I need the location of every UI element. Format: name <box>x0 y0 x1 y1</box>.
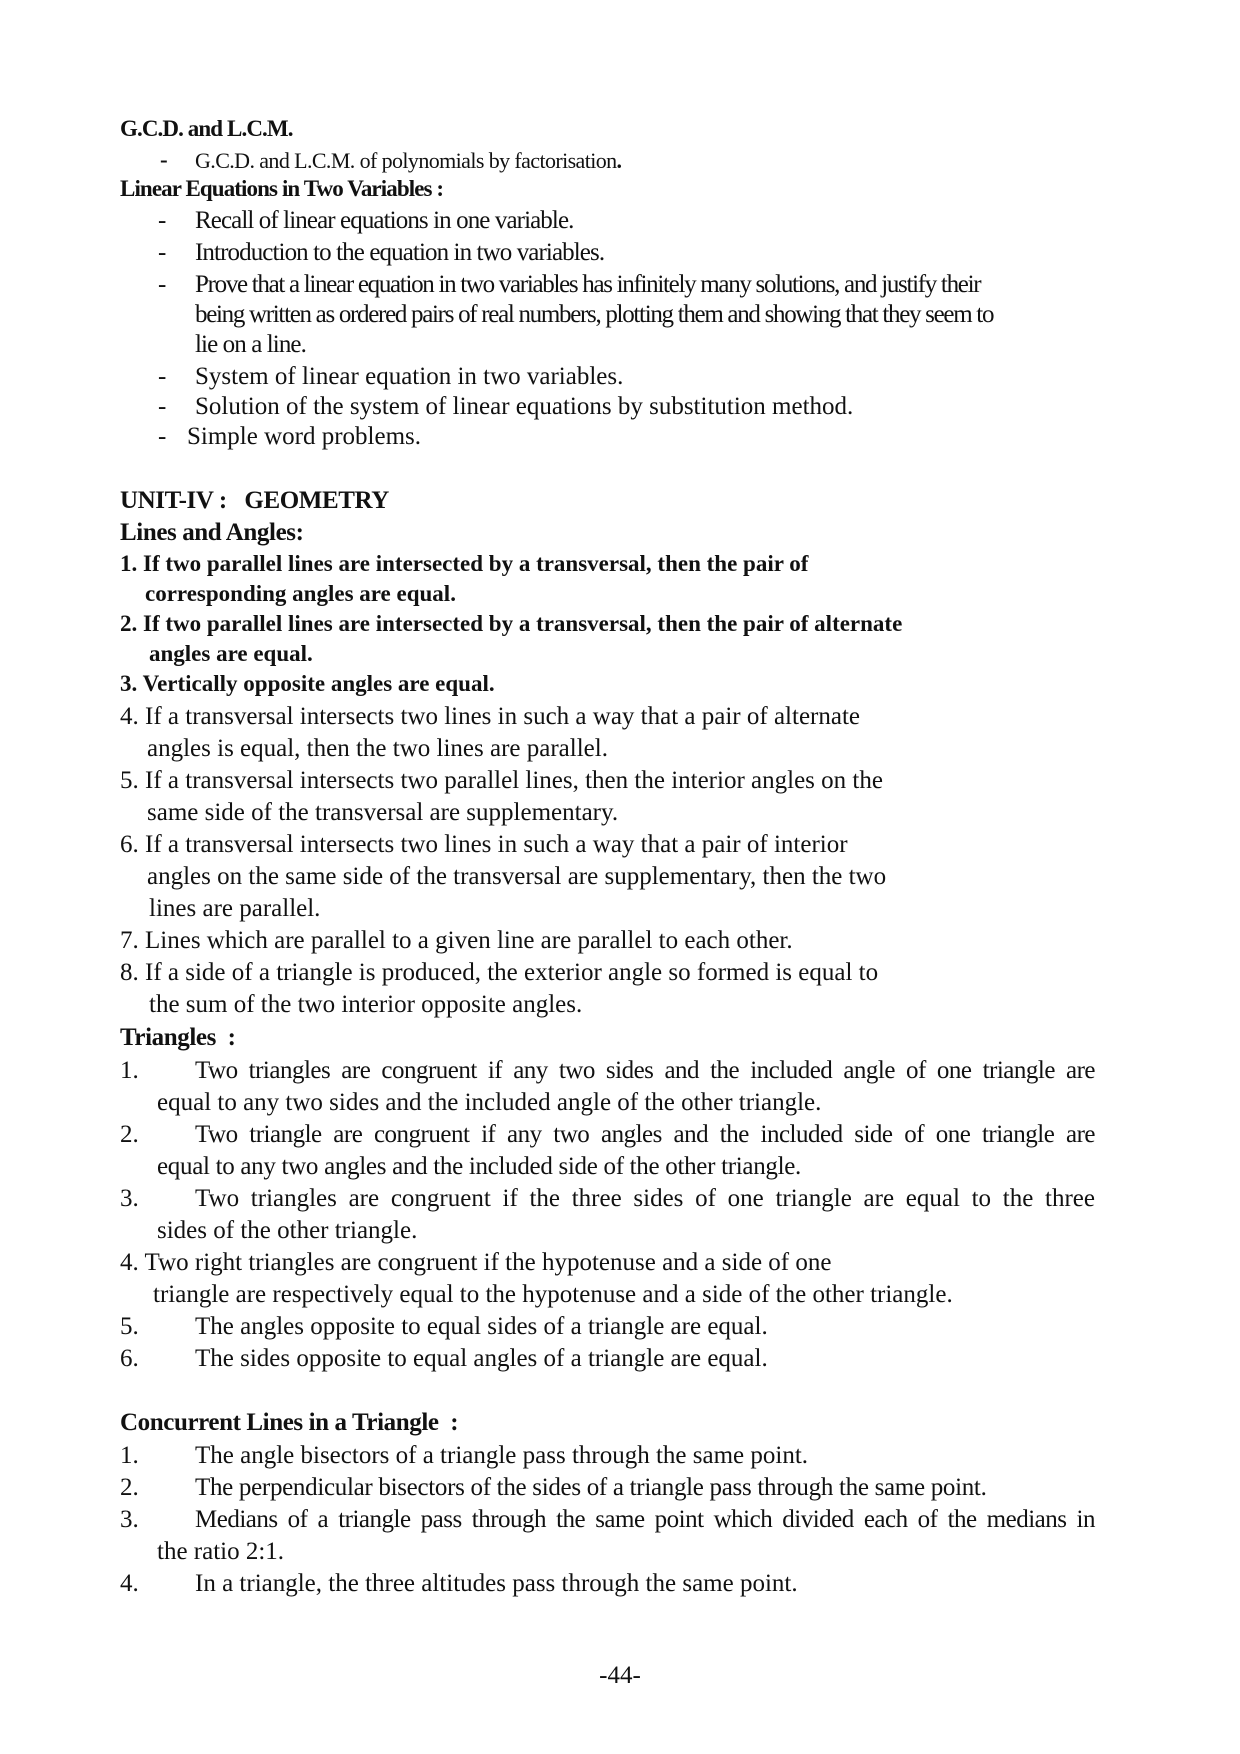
conc-num-3: 3. <box>120 1506 139 1533</box>
la-5-line-2: same side of the transversal are supplementary. <box>147 799 619 826</box>
page-number: -44- <box>599 1662 641 1689</box>
concurrent-heading: Concurrent Lines in a Triangle : <box>120 1409 459 1436</box>
tri-1-line-2: equal to any two sides and the included angle of the other triangle. <box>157 1089 822 1116</box>
linear-dash-6: - <box>158 423 167 450</box>
la-6-line-3: lines are parallel. <box>149 895 321 922</box>
linear-dash-2: - <box>158 239 167 266</box>
la-4-line-2: angles is equal, then the two lines are parallel. <box>147 735 608 762</box>
tri-5: The angles opposite to equal sides of a triangle are equal. <box>195 1313 768 1340</box>
la-4-line-1: 4. If a transversal intersects two lines in such a way that a pair of alternate <box>120 703 861 730</box>
la-5-line-1: 5. If a transversal intersects two parallel lines, then the interior angles on the <box>120 767 883 794</box>
la-2-line-1: 2. If two parallel lines are intersected by a transversal, then the pair of alternate <box>120 611 903 636</box>
gcd-item-text: G.C.D. and L.C.M. of polynomials by factorisation <box>195 148 617 173</box>
tri-4-line-1: 4. Two right triangles are congruent if the hypotenuse and a side of one <box>120 1249 832 1276</box>
tri-num-1: 1. <box>120 1057 139 1084</box>
conc-num-2: 2. <box>120 1474 139 1501</box>
linear-item-3-line-1: Prove that a linear equation in two variables has infinitely many solutions, and justify their <box>195 271 981 298</box>
lines-angles-heading: Lines and Angles: <box>120 519 304 546</box>
tri-4-line-2: triangle are respectively equal to the hypotenuse and a side of the other triangle. <box>153 1281 953 1308</box>
conc-4: In a triangle, the three altitudes pass through the same point. <box>195 1570 798 1597</box>
tri-2-line-1: Two triangle are congruent if any two angles and the included side of one triangle are <box>195 1121 1095 1148</box>
gcd-item <box>195 150 621 172</box>
conc-3-line-2: the ratio 2:1. <box>157 1538 285 1565</box>
linear-heading: Linear Equations in Two Variables : <box>120 176 444 201</box>
gcd-dash: - <box>160 147 168 172</box>
gcd-item-end: . <box>616 148 622 173</box>
la-6-line-2: angles on the same side of the transversal are supplementary, then the two <box>147 863 887 890</box>
tri-1-line-1: Two triangles are congruent if any two sides and the included angle of one triangle are <box>195 1057 1095 1084</box>
linear-item-4: System of linear equation in two variables. <box>195 363 624 390</box>
conc-3-line-1: Medians of a triangle pass through the same point which divided each of the medians in <box>195 1506 1095 1533</box>
la-8-line-1: 8. If a side of a triangle is produced, the exterior angle so formed is equal to <box>120 959 879 986</box>
la-8-line-2: the sum of the two interior opposite angles. <box>149 991 583 1018</box>
la-6-line-1: 6. If a transversal intersects two lines in such a way that a pair of interior <box>120 831 848 858</box>
triangles-heading: Triangles : <box>120 1024 236 1051</box>
la-1-line-2: corresponding angles are equal. <box>145 581 456 606</box>
tri-num-5: 5. <box>120 1313 139 1340</box>
conc-1: The angle bisectors of a triangle pass through the same point. <box>195 1442 809 1469</box>
gcd-heading: G.C.D. and L.C.M. <box>120 116 293 141</box>
tri-num-3: 3. <box>120 1185 139 1212</box>
linear-dash-3: - <box>158 271 167 298</box>
unit-title: UNIT-IV : GEOMETRY <box>120 487 389 514</box>
tri-num-2: 2. <box>120 1121 139 1148</box>
linear-dash-5: - <box>158 393 167 420</box>
tri-3-line-1: Two triangles are congruent if the three sides of one triangle are equal to the three <box>195 1185 1095 1212</box>
linear-item-3-line-2: being written as ordered pairs of real numbers, plotting them and showing that they seem to <box>195 301 994 328</box>
tri-num-6: 6. <box>120 1345 139 1372</box>
linear-dash-1: - <box>158 207 167 234</box>
linear-item-2: Introduction to the equation in two variables. <box>195 239 605 266</box>
conc-2: The perpendicular bisectors of the sides of a triangle pass through the same point. <box>195 1474 987 1501</box>
tri-2-line-2: equal to any two angles and the included side of the other triangle. <box>157 1153 801 1180</box>
tri-6: The sides opposite to equal angles of a triangle are equal. <box>195 1345 768 1372</box>
la-3: 3. Vertically opposite angles are equal. <box>120 671 495 696</box>
linear-dash-4: - <box>158 363 167 390</box>
la-1-line-1: 1. If two parallel lines are intersected by a transversal, then the pair of <box>120 551 809 576</box>
la-7: 7. Lines which are parallel to a given line are parallel to each other. <box>120 927 793 954</box>
linear-item-3-line-3: lie on a line. <box>195 331 306 358</box>
conc-num-4: 4. <box>120 1570 139 1597</box>
linear-item-6: Simple word problems. <box>187 423 422 450</box>
la-2-line-2: angles are equal. <box>149 641 313 666</box>
tri-3-line-2: sides of the other triangle. <box>157 1217 418 1244</box>
conc-num-1: 1. <box>120 1442 139 1469</box>
linear-item-1: Recall of linear equations in one variable. <box>195 207 574 234</box>
linear-item-5: Solution of the system of linear equations by substitution method. <box>195 393 854 420</box>
